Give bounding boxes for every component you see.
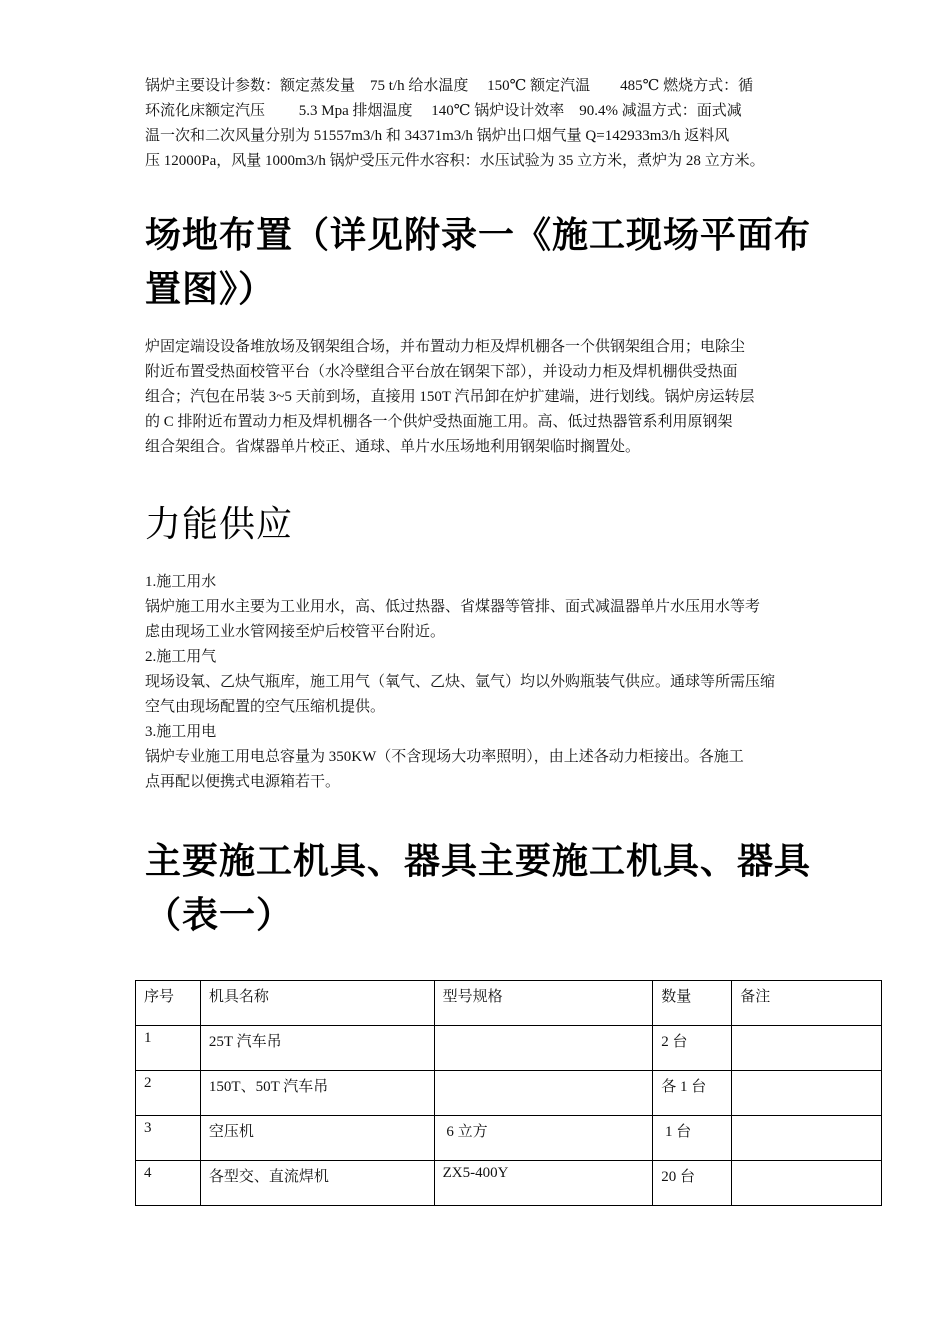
intro-line: 环流化床额定汽压 5.3 Mpa 排烟温度 140℃ 锅炉设计效率 90.4% 减温方式：面式减	[145, 103, 742, 119]
document-content	[145, 74, 825, 943]
table-row	[136, 1161, 882, 1206]
table-cell: ZX5-400Y	[434, 1161, 653, 1206]
table-cell: 各型交、直流焊机	[200, 1161, 434, 1206]
site-line: 炉固定端设设备堆放场及钢架组合场，并布置动力柜及焊机棚各一个供钢架组合用；电除尘	[145, 339, 746, 355]
site-line: 组合；汽包在吊装 3~5 天前到场，直接用 150T 汽吊卸在炉扩建端，进行划线。锅炉房运转层	[145, 389, 755, 405]
table-cell: 1	[136, 1026, 201, 1071]
table-cell	[732, 1161, 882, 1206]
site-layout-heading: 场地布置（详见附录一《施工现场平面布 置图》）	[145, 215, 812, 310]
header-cell: 序号	[136, 981, 201, 1026]
table-cell: 2	[136, 1071, 201, 1116]
power-supply-heading: 力能供应	[145, 504, 294, 545]
table-row	[136, 1116, 882, 1161]
table-cell: 各 1 台	[653, 1071, 732, 1116]
intro-line: 温一次和二次风量分别为 51557m3/h 和 34371m3/h 锅炉出口烟气量 Q=142933m3/h 返料风	[145, 128, 730, 144]
power-supply-list	[145, 570, 825, 795]
table-cell: 25T 汽车吊	[200, 1026, 434, 1071]
table-cell: 2 台	[653, 1026, 732, 1071]
electric-supply-item: 3.施工用电 锅炉专业施工用电总容量为 350KW（不含现场大功率照明），由上述各动力柜接出。各施工 点再配以便携式电源箱若干。	[145, 720, 825, 795]
site-layout-paragraph	[145, 335, 825, 460]
header-cell: 备注	[732, 981, 882, 1026]
table-cell	[732, 1116, 882, 1161]
table-header-row	[136, 981, 882, 1026]
item-label: 3.施工用电	[145, 724, 217, 740]
table-cell	[434, 1026, 653, 1071]
site-line: 附近布置受热面校管平台（水冷壁组合平台放在钢架下部），并设动力柜及焊机棚供受热面	[145, 364, 738, 380]
item-label: 2.施工用气	[145, 649, 217, 665]
table-cell: 4	[136, 1161, 201, 1206]
header-cell: 数量	[653, 981, 732, 1026]
tools-table	[135, 980, 882, 1206]
table-row	[136, 1026, 882, 1071]
intro-line: 压 12000Pa，风量 1000m3/h 锅炉受压元件水容积：水压试验为 35 立方米，煮炉为 28 立方米。	[145, 153, 765, 169]
table-cell	[732, 1026, 882, 1071]
table-cell	[434, 1071, 653, 1116]
table-cell: 1 台	[653, 1116, 732, 1161]
gas-supply-item: 2.施工用气 现场设氧、乙炔气瓶库，施工用气（氧气、乙炔、氩气）均以外购瓶装气供应。通球等所需压缩 空气由现场配置的空气压缩机提供。	[145, 645, 825, 720]
site-line: 组合架组合。省煤器单片校正、通球、单片水压场地利用钢架临时搁置处。	[145, 439, 641, 455]
intro-line: 锅炉主要设计参数：额定蒸发量 75 t/h 给水温度 150℃ 额定汽温 485℃ 燃烧方式：循	[145, 78, 754, 94]
table-cell: 20 台	[653, 1161, 732, 1206]
site-line: 的 C 排附近布置动力柜及焊机棚各一个供炉受热面施工用。高、低过热器管系利用原钢架	[145, 414, 733, 430]
table-cell: 150T、50T 汽车吊	[200, 1071, 434, 1116]
item-label: 1.施工用水	[145, 574, 217, 590]
table-cell: 3	[136, 1116, 201, 1161]
tools-heading: 主要施工机具、器具主要施工机具、器具 （表一）	[145, 841, 812, 936]
header-cell: 机具名称	[200, 981, 434, 1026]
header-cell: 型号规格	[434, 981, 653, 1026]
intro-paragraph	[145, 74, 825, 174]
water-supply-item: 1.施工用水 锅炉施工用水主要为工业用水，高、低过热器、省煤器等管排、面式减温器单片水压用水等考 虑由现场工业水管网接至炉后校管平台附近。	[145, 570, 825, 645]
table-cell: 空压机	[200, 1116, 434, 1161]
table-cell: 6 立方	[434, 1116, 653, 1161]
table-cell	[732, 1071, 882, 1116]
table-row	[136, 1071, 882, 1116]
